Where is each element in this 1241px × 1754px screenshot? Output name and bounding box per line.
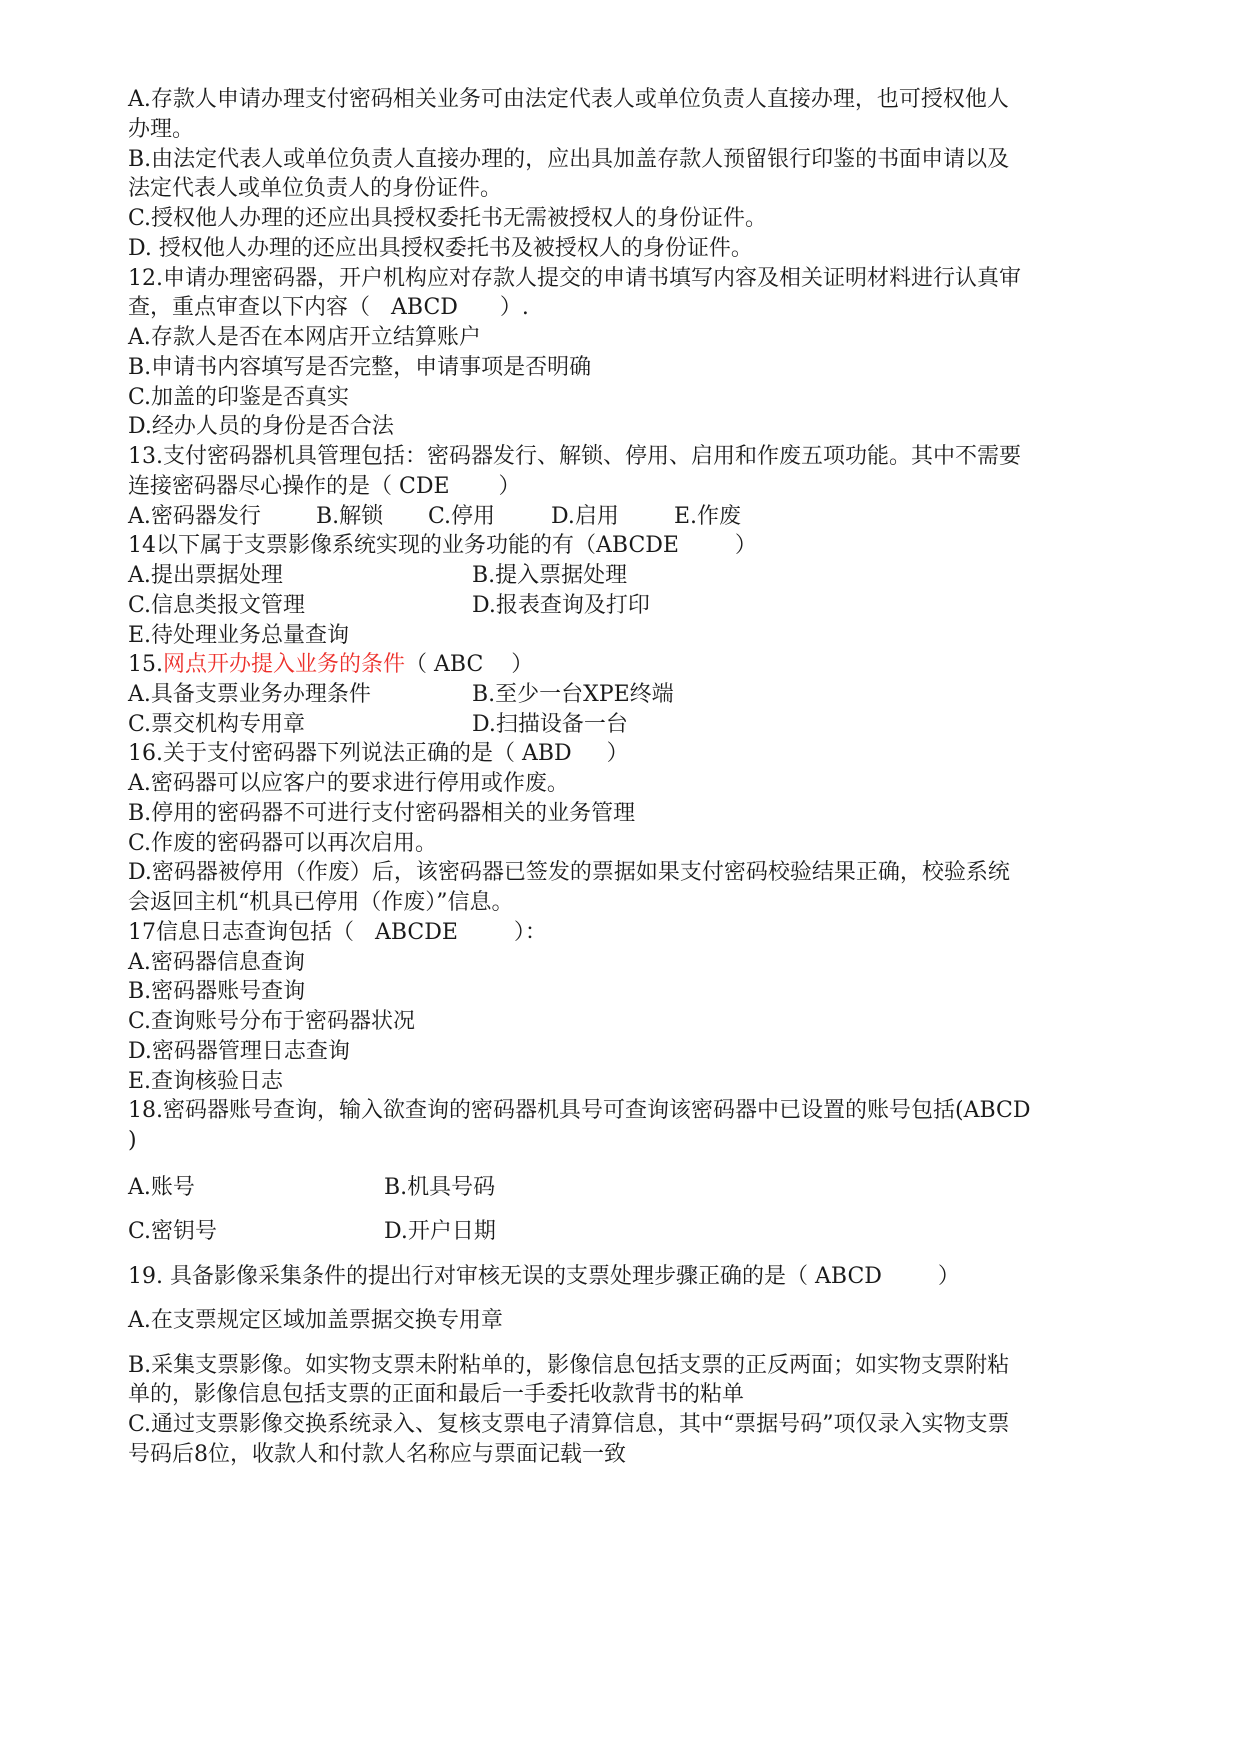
q12-option-b: B.申请书内容填写是否完整，申请事项是否明确: [128, 355, 592, 380]
q15-option-c: C.票交机构专用章: [128, 712, 306, 737]
q16-option-a: A.密码器可以应客户的要求进行停用或作废。: [128, 771, 569, 796]
q16-option-b: B.停用的密码器不可进行支付密码器相关的业务管理: [128, 801, 636, 826]
q17-option-c: C.查询账号分布于密码器状况: [128, 1009, 416, 1034]
q11-option-b-line-1: B.由法定代表人或单位负责人直接办理的，应出具加盖存款人预留银行印鉴的书面申请以及: [128, 147, 1010, 172]
q14-option-c: C.信息类报文管理: [128, 593, 306, 618]
q11-option-a-line-2: 办理。: [128, 117, 195, 142]
q12-option-c: C.加盖的印鉴是否真实: [128, 385, 350, 410]
q11-option-c: C.授权他人办理的还应出具授权委托书无需被授权人的身份证件。: [128, 206, 768, 231]
q19-option-b-line-1: B.采集支票影像。如实物支票未附粘单的，影像信息包括支票的正反两面；如实物支票附粘: [128, 1353, 1010, 1378]
q14-stem: 14以下属于支票影像系统实现的业务功能的有（ABCDE ）: [128, 533, 757, 558]
q19-option-c-line-2: 号码后8位，收款人和付款人名称应与票面记载一致: [128, 1442, 626, 1467]
q18-option-a: A.账号: [128, 1175, 195, 1200]
q13-stem-line-1: 13.支付密码器机具管理包括：密码器发行、解锁、停用、启用和作废五项功能。其中不需要: [128, 444, 1021, 469]
q15-number: 15.: [128, 652, 163, 677]
q15-option-a: A.具备支票业务办理条件: [128, 682, 371, 707]
q19-option-a: A.在支票规定区域加盖票据交换专用章: [128, 1308, 503, 1333]
q12-stem-line-1: 12.申请办理密码器，开户机构应对存款人提交的申请书填写内容及相关证明材料进行认真审: [128, 266, 1021, 291]
q16-stem: 16.关于支付密码器下列说法正确的是（ ABD ）: [128, 741, 629, 766]
q17-option-b: B.密码器账号查询: [128, 979, 306, 1004]
q13-option-d: D.启用: [551, 504, 619, 529]
q17-option-d: D.密码器管理日志查询: [128, 1039, 350, 1064]
q19-option-b-line-2: 单的，影像信息包括支票的正面和最后一手委托收款背书的粘单: [128, 1382, 745, 1407]
q14-option-d: D.报表查询及打印: [472, 593, 650, 618]
q14-option-b: B.提入票据处理: [472, 563, 628, 588]
q18-option-d: D.开户日期: [384, 1219, 496, 1244]
q18-stem-line-1: 18.密码器账号查询，输入欲查询的密码器机具号可查询该密码器中已设置的账号包括(ABCD: [128, 1098, 1031, 1123]
q13-stem-line-2: 连接密码器尽心操作的是（ CDE ）: [128, 474, 521, 499]
q11-option-d: D. 授权他人办理的还应出具授权委托书及被授权人的身份证件。: [128, 236, 753, 261]
q17-option-a: A.密码器信息查询: [128, 950, 305, 975]
q11-option-a-line-1: A.存款人申请办理支付密码相关业务可由法定代表人或单位负责人直接办理，也可授权他人: [128, 87, 1009, 112]
q13-option-b: B.解锁: [316, 504, 384, 529]
q15-option-d: D.扫描设备一台: [472, 712, 628, 737]
q16-option-d-line-2: 会返回主机“机具已停用（作废）”信息。: [128, 890, 514, 915]
q12-stem-line-2: 查，重点审查以下内容（ ABCD ）.: [128, 295, 529, 320]
q18-option-b: B.机具号码: [384, 1175, 496, 1200]
q18-option-c: C.密钥号: [128, 1219, 218, 1244]
q15-stem-line: [128, 650, 533, 680]
q14-option-e: E.待处理业务总量查询: [128, 623, 350, 648]
q12-option-d: D.经办人员的身份是否合法: [128, 414, 394, 439]
q19-stem: 19. 具备影像采集条件的提出行对审核无误的支票处理步骤正确的是（ ABCD ）: [128, 1264, 960, 1289]
q19-option-c-line-1: C.通过支票影像交换系统录入、复核支票电子清算信息，其中“票据号码”项仅录入实物支票: [128, 1412, 1010, 1437]
q18-stem-line-2: ): [128, 1128, 137, 1153]
q16-option-c: C.作废的密码器可以再次启用。: [128, 831, 438, 856]
q15-stem-highlighted: 网点开办提入业务的条件: [163, 652, 406, 677]
q13-option-e: E.作废: [674, 504, 742, 529]
q17-stem: 17信息日志查询包括（ ABCDE ）：: [128, 920, 547, 945]
q13-option-a: A.密码器发行: [128, 504, 261, 529]
q16-option-d-line-1: D.密码器被停用（作废）后，该密码器已签发的票据如果支付密码校验结果正确，校验系统: [128, 860, 1010, 885]
q14-option-a: A.提出票据处理: [128, 563, 283, 588]
q12-option-a: A.存款人是否在本网店开立结算账户: [128, 325, 481, 350]
q15-option-b: B.至少一台XPE终端: [472, 682, 674, 707]
q15-answer: （ ABC ）: [405, 652, 534, 677]
q17-option-e: E.查询核验日志: [128, 1069, 284, 1094]
q13-option-c: C.停用: [428, 504, 496, 529]
q11-option-b-line-2: 法定代表人或单位负责人的身份证件。: [128, 176, 503, 201]
